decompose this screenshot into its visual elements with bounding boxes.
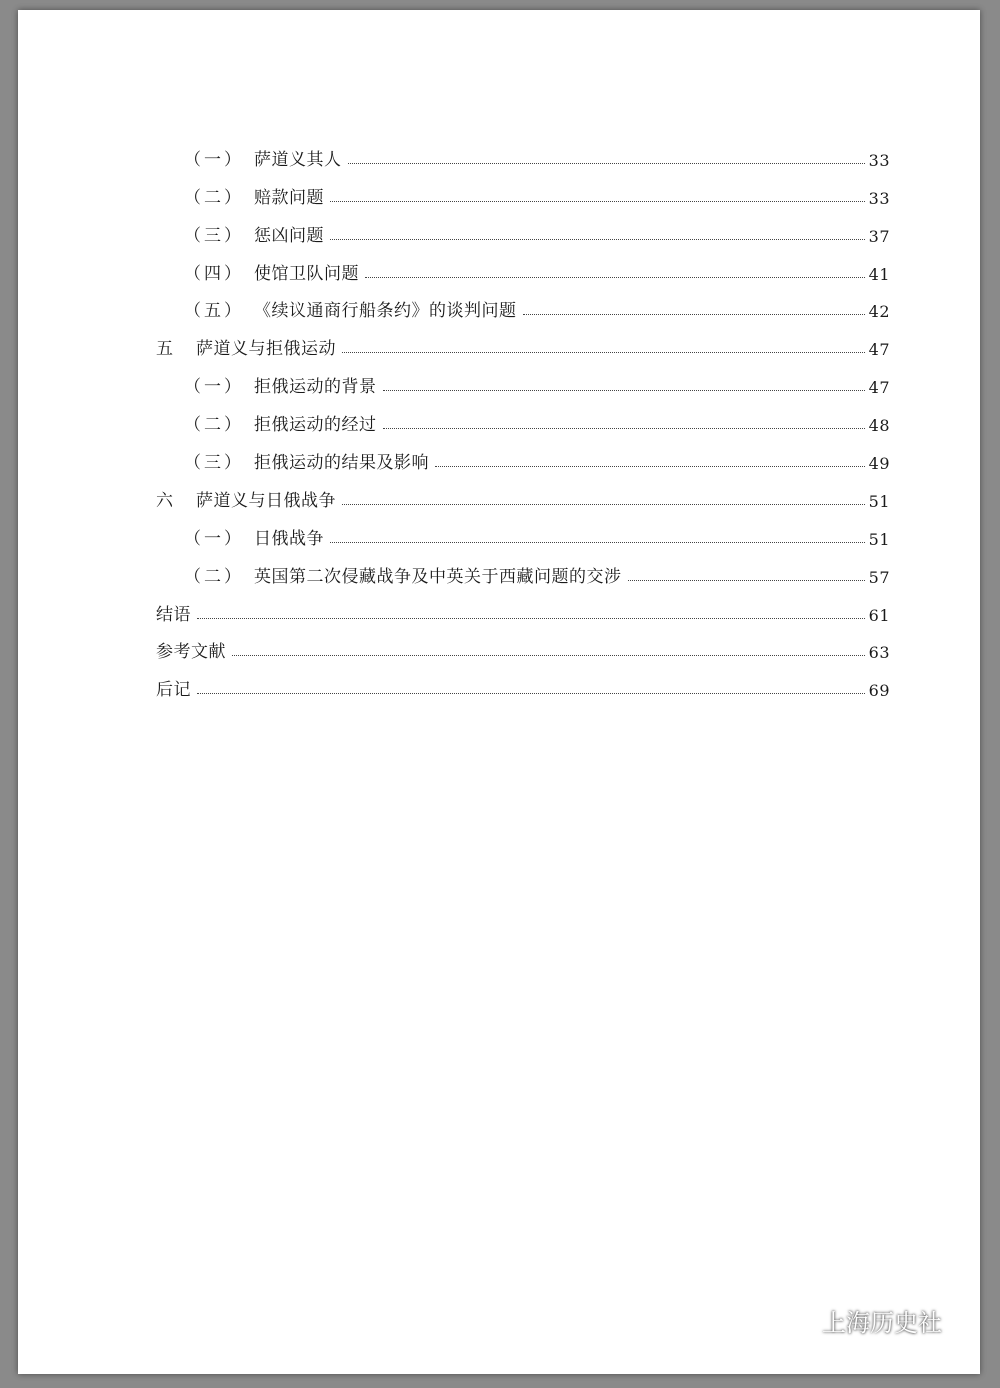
toc-entry-number: （二） [184, 566, 244, 587]
toc-entry-page-number: 41 [868, 264, 890, 284]
dot-leader [330, 239, 865, 240]
toc-entry-title: 《续议通商行船条约》的谈判问题 [254, 301, 517, 322]
dot-leader [348, 163, 865, 164]
toc-entry-number: （一） [184, 377, 244, 398]
dot-leader [330, 542, 865, 543]
toc-entry-title: 赔款问题 [254, 187, 324, 208]
watermark-text: 上海历史社 [822, 1309, 942, 1337]
toc-entry [156, 511, 890, 549]
toc-entry-number: （五） [184, 301, 244, 322]
toc-entry [156, 359, 890, 397]
dot-leader [197, 693, 865, 694]
dot-leader [435, 466, 865, 467]
toc-entry-number: （三） [184, 225, 244, 246]
toc-entry-number: （三） [184, 453, 244, 474]
toc-entry-page-number: 37 [868, 226, 890, 246]
dot-leader [232, 655, 865, 656]
toc-entry-title: 参考文献 [156, 642, 226, 663]
toc-entry-number: 六 [156, 490, 174, 511]
toc-entry-page-number: 33 [868, 150, 890, 170]
toc-entry-title: 拒俄运动的背景 [254, 377, 377, 398]
dot-leader [342, 352, 865, 353]
dot-leader [383, 428, 865, 429]
toc-entry-title: 拒俄运动的结果及影响 [254, 453, 429, 474]
toc-entry-page-number: 69 [868, 681, 890, 701]
toc-entry-title: 日俄战争 [254, 528, 324, 549]
dot-leader [383, 390, 865, 391]
dot-leader [365, 277, 865, 278]
toc-entry-page-number: 42 [868, 302, 890, 322]
toc-entry [156, 625, 890, 663]
toc-entry [156, 435, 890, 473]
toc-entry [156, 132, 890, 170]
toc-entry-page-number: 48 [868, 416, 890, 436]
toc-entry-title: 惩凶问题 [254, 225, 324, 246]
document-page [18, 10, 980, 1374]
toc-entry-page-number: 47 [868, 378, 890, 398]
toc-entry [156, 321, 890, 359]
toc-entry-page-number: 33 [868, 188, 890, 208]
toc-entry [156, 170, 890, 208]
toc-entry-page-number: 49 [868, 454, 890, 474]
dot-leader [330, 201, 865, 202]
toc-entry-title: 萨道义与日俄战争 [196, 490, 336, 511]
toc-entry-page-number: 47 [868, 340, 890, 360]
toc-entry [156, 587, 890, 625]
table-of-contents [156, 132, 890, 700]
wechat-icon [782, 1306, 816, 1336]
toc-entry [156, 662, 890, 700]
toc-entry-number: 五 [156, 339, 174, 360]
toc-entry-title: 结语 [156, 604, 191, 625]
toc-entry-page-number: 61 [868, 605, 890, 625]
toc-entry-number: （一） [184, 149, 244, 170]
toc-entry-number: （一） [184, 528, 244, 549]
dot-leader [197, 618, 865, 619]
toc-entry-title: 萨道义与拒俄运动 [196, 339, 336, 360]
toc-entry-page-number: 51 [868, 529, 890, 549]
watermark [782, 1303, 942, 1338]
dot-leader [342, 504, 865, 505]
toc-entry-number: （二） [184, 415, 244, 436]
toc-entry [156, 284, 890, 322]
dot-leader [523, 314, 865, 315]
dot-leader [628, 580, 865, 581]
toc-entry-title: 后记 [156, 680, 191, 701]
toc-entry [156, 473, 890, 511]
toc-entry-title: 拒俄运动的经过 [254, 415, 377, 436]
toc-entry [156, 246, 890, 284]
toc-entry-title: 英国第二次侵藏战争及中英关于西藏问题的交涉 [254, 566, 622, 587]
toc-entry [156, 208, 890, 246]
toc-entry-title: 萨道义其人 [254, 149, 342, 170]
toc-entry-page-number: 51 [868, 491, 890, 511]
toc-entry-title: 使馆卫队问题 [254, 263, 359, 284]
toc-entry-number: （四） [184, 263, 244, 284]
toc-entry-page-number: 63 [868, 643, 890, 663]
toc-entry-page-number: 57 [868, 567, 890, 587]
toc-entry [156, 397, 890, 435]
toc-entry [156, 549, 890, 587]
toc-entry-number: （二） [184, 187, 244, 208]
